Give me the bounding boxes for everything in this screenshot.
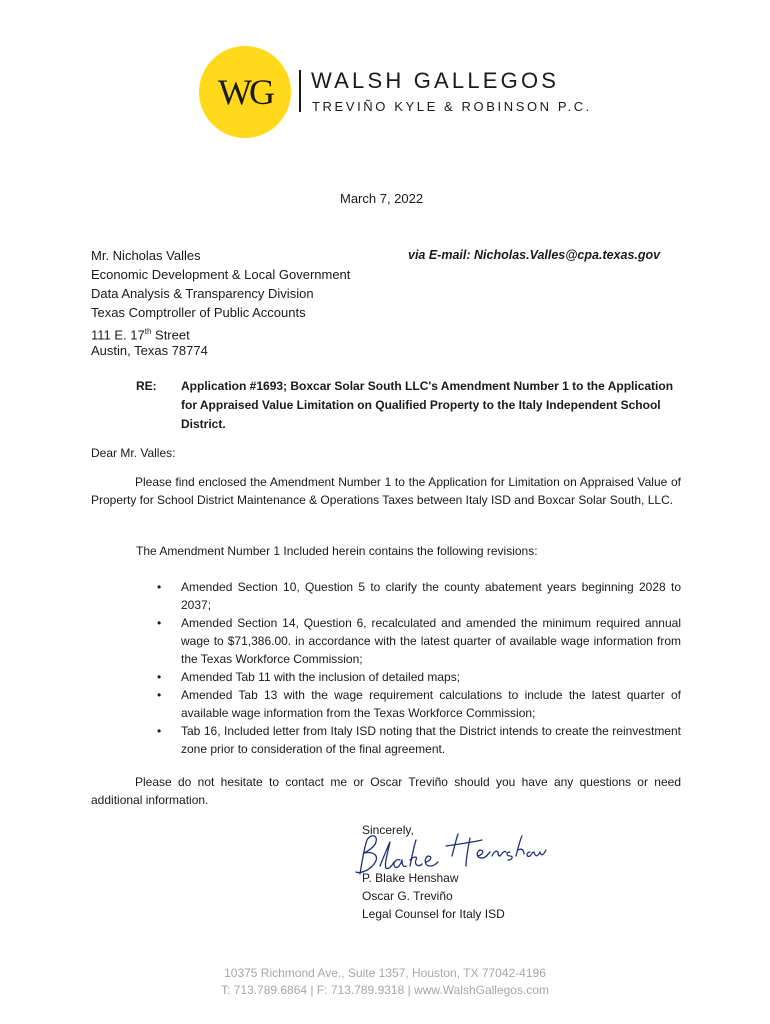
recipient-name: Mr. Nicholas Valles [91,248,201,263]
closing-word: Sincerely, [362,823,414,837]
revisions-intro: The Amendment Number 1 Included herein contains the following revisions: [136,544,538,558]
list-item: • Amended Tab 11 with the inclusion of detailed maps; [157,670,461,684]
list-item: • Amended Tab 13 with the wage requirement calculations to include the latest quarter of available wage information from the Texas Workforce Commission; [157,688,681,720]
closing-paragraph: Please do not hesitate to contact me or Oscar Treviño should you have any questions or need additional information. [91,775,681,807]
bullet-icon: • [157,724,162,738]
recipient-line4: Texas Comptroller of Public Accounts [91,305,306,320]
revisions-list [136,578,681,758]
cosigner-name: Oscar G. Treviño [362,889,453,903]
list-item: • Amended Section 10, Question 5 to clarify the county abatement years beginning 2028 to 2037; [157,580,681,612]
letter-date: March 7, 2022 [340,191,424,206]
firm-name: WALSH GALLEGOS [311,68,560,93]
firm-logo [199,46,291,138]
intro-paragraph: Please find enclosed the Amendment Number 1 to the Application for Limitation on Appraised Value of Property for School District Maintenance & Operations Taxes between Italy ISD and Boxcar Solar South, LLC. [91,475,681,507]
recipient-line3: Data Analysis & Transparency Division [91,286,314,301]
footer-address: 10375 Richmond Ave., Suite 1357, Houston, TX 77042-4196 [224,966,546,980]
re-subject: Application #1693; Boxcar Solar South LLC's Amendment Number 1 to the Application for Appraised Value Limitation on Qualified Property to the Italy Independent School District. [181,379,674,431]
footer-contact: T: 713.789.6864 | F: 713.789.9318 | www.WalshGallegos.com [221,983,549,997]
signer-title: Legal Counsel for Italy ISD [362,907,505,921]
logo-divider [299,70,301,112]
bullet-icon: • [157,580,162,594]
bullet-icon: • [157,670,162,684]
list-item: • Tab 16, Included letter from Italy ISD noting that the District intends to create the reinvestment zone prior to consideration of the final agreement. [157,724,681,756]
salutation: Dear Mr. Valles: [91,446,176,460]
re-label: RE: [136,379,157,393]
recipient-line2: Economic Development & Local Government [91,267,351,282]
signer-name: P. Blake Henshaw [362,871,459,885]
delivery-method: via E-mail: Nicholas.Valles@cpa.texas.gov [408,248,661,262]
street-ordinal: th [144,327,152,336]
recipient-city: Austin, Texas 78774 [91,343,208,358]
bullet-icon: • [157,688,162,702]
logo-monogram: WG [218,72,272,112]
firm-subname: TREVIÑO KYLE & ROBINSON P.C. [312,99,592,114]
list-item: • Amended Section 14, Question 6, recalculated and amended the minimum required annual wage to $71,386.00. in accordance with the latest quarter of available wage information from the Texas Workforce Commission; [157,616,681,666]
bullet-icon: • [157,616,162,630]
street-name: Street [151,327,190,343]
street-number: 111 E. 17 [91,327,145,343]
